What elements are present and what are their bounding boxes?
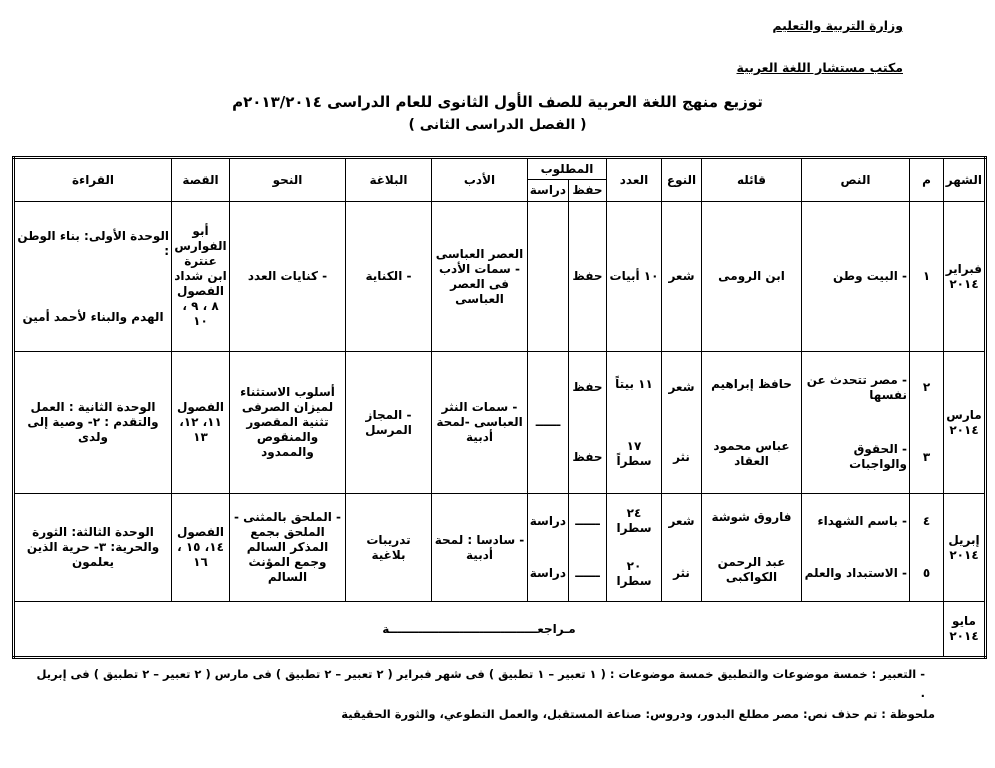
type-2: نثر — [673, 449, 690, 464]
count-1: ١١ بيتاً — [615, 376, 653, 391]
document-title: توزيع منهج اللغة العربية للصف الأول الثانوى للعام الدراسى ٢٠١٣/٢٠١٤م — [232, 93, 763, 111]
col-type: النوع — [662, 158, 702, 202]
memorize-cell: حفظ — [569, 202, 607, 352]
literature-cell: العصر العباسى - سمات الأدب فى العصر العباسى — [432, 202, 528, 352]
author-1: فاروق شوشة — [711, 510, 792, 524]
col-grammar: النحو — [230, 158, 346, 202]
study-cell — [528, 202, 569, 352]
col-num: م — [910, 158, 944, 202]
deletion-note: ملحوظة : تم حذف نص: مصر مطلع البدور، ودروس: صناعة المستقبل، والعمل التطوعي، والثورة الحقيقية — [341, 707, 935, 721]
month-cell: فبراير ٢٠١٤ — [944, 202, 986, 352]
curriculum-table — [12, 156, 987, 659]
text-1: - باسم الشهداء — [817, 513, 907, 528]
count-2: ١٧ سطراً — [616, 438, 652, 468]
num-2: ٣ — [922, 449, 931, 464]
author-2: عباس محمود العقاد — [713, 438, 790, 468]
text-2: - الاستبداد والعلم — [804, 566, 907, 581]
literature-cell: - سمات النثر العباسى -لمحة أدبية — [432, 352, 528, 494]
type-2: نثر — [673, 566, 690, 581]
author-2: عبد الرحمن الكواكبى — [717, 555, 786, 584]
literature-cell: - سادسا : لمحة أدبية — [432, 494, 528, 602]
story-cell: الفصول ١١، ١٢، ١٣ — [172, 352, 230, 494]
story-cell: الفصول ١٤، ١٥ ، ١٦ — [172, 494, 230, 602]
row-february — [14, 202, 986, 352]
reading-cell: الوحدة الثالثة: الثورة والحرية: ٣- حرية الذين يعلمون — [14, 494, 172, 602]
month-cell: إبريل ٢٠١٤ — [944, 494, 986, 602]
author-1: حافظ إبراهيم — [711, 376, 792, 391]
num-1: ٤ — [922, 513, 931, 528]
memorize-cell — [569, 352, 607, 494]
num-cell: ١ — [910, 202, 944, 352]
memorize-1: حفظ — [572, 380, 603, 395]
col-count: العدد — [607, 158, 662, 202]
memorize-2: حفظ — [572, 449, 603, 464]
num-2: ٥ — [922, 566, 931, 581]
col-month: الشهر — [944, 158, 986, 202]
month-cell: مايو ٢٠١٤ — [944, 602, 986, 658]
row-may — [14, 602, 986, 658]
num-1: ٢ — [922, 380, 931, 395]
type-cell: شعر — [662, 202, 702, 352]
row-april — [14, 494, 986, 602]
count-cell: ١٠ أبيات — [607, 202, 662, 352]
col-author: قائله — [702, 158, 802, 202]
col-study: دراسة — [528, 180, 569, 202]
type-cell — [662, 494, 702, 602]
num-cell — [910, 494, 944, 602]
count-1: ٢٤ سطرا — [616, 506, 652, 536]
memorize-1: ــــــ — [575, 513, 600, 528]
col-memorize: حفظ — [569, 180, 607, 202]
study-2: دراسة — [529, 566, 566, 581]
reading-cell — [14, 202, 172, 352]
reading-cell: الوحدة الثانية : العمل والتقدم : ٢- وصية إلى ولدى — [14, 352, 172, 494]
col-required: المطلوب — [528, 158, 607, 180]
reading-unit: الوحدة الأولى: بناء الوطن : — [17, 228, 169, 258]
author-cell: ابن الرومى — [702, 202, 802, 352]
author-cell — [702, 352, 802, 494]
memorize-cell — [569, 494, 607, 602]
expression-note-end: . — [920, 686, 925, 700]
text-1: - مصر تتحدث عن نفسها — [806, 372, 907, 402]
text-cell — [802, 352, 910, 494]
grammar-cell: - كنايات العدد — [230, 202, 346, 352]
row-march — [14, 352, 986, 494]
grammar-cell: أسلوب الاستثناء لميزان الصرفى تثنية المقصور والمنقوص والممدود — [230, 352, 346, 494]
text-2: - الحقوق والواجبات — [849, 442, 907, 472]
type-cell — [662, 352, 702, 494]
num-cell — [910, 352, 944, 494]
ministry-header: وزارة التربية والتعليم — [772, 18, 903, 33]
col-literature: الأدب — [432, 158, 528, 202]
col-rhetoric: البلاغة — [346, 158, 432, 202]
type-1: شعر — [668, 513, 695, 528]
text-cell — [802, 494, 910, 602]
col-text: النص — [802, 158, 910, 202]
review-cell: مـراجعــــــــــــــــــــــــــــــــــــة — [14, 602, 944, 658]
study-1: دراسة — [529, 513, 566, 528]
story-cell: أبو الفوارس عنترة ابن شداد الفصول ٨ ، ٩ ، ١٠ — [172, 202, 230, 352]
rhetoric-cell: - المجاز المرسل — [346, 352, 432, 494]
grammar-cell: - الملحق بالمثنى - الملحق بجمع المذكر السالم وجمع المؤنث السالم — [230, 494, 346, 602]
type-1: شعر — [668, 380, 695, 395]
month-cell: مارس ٢٠١٤ — [944, 352, 986, 494]
study-cell — [528, 494, 569, 602]
rhetoric-cell: تدريبات بلاغية — [346, 494, 432, 602]
study-cell: ــــــ — [528, 352, 569, 494]
count-cell — [607, 352, 662, 494]
col-reading: القراءة — [14, 158, 172, 202]
document-subtitle: ( الفصل الدراسى الثانى ) — [408, 117, 587, 133]
reading-lesson: الهدم والبناء لأحمد أمين — [22, 309, 164, 324]
text-cell: - البيت وطن — [802, 202, 910, 352]
count-cell — [607, 494, 662, 602]
office-header: مكتب مستشار اللغة العربية — [736, 60, 903, 75]
memorize-2: ــــــ — [575, 566, 600, 581]
rhetoric-cell: - الكناية — [346, 202, 432, 352]
header-row — [14, 158, 986, 180]
expression-note: - التعبير : خمسة موضوعات والتطبيق خمسة موضوعات : ( ١ تعبير – ١ تطبيق ) فى شهر فبراير ( ٢ تعبير – ٢ تطبيق ) فى مارس ( ٢ تعبير – ٢ تطبيق ) فى إبريل — [36, 667, 925, 681]
count-2: ٢٠ سطرا — [616, 558, 652, 588]
col-story: القصة — [172, 158, 230, 202]
author-cell — [702, 494, 802, 602]
